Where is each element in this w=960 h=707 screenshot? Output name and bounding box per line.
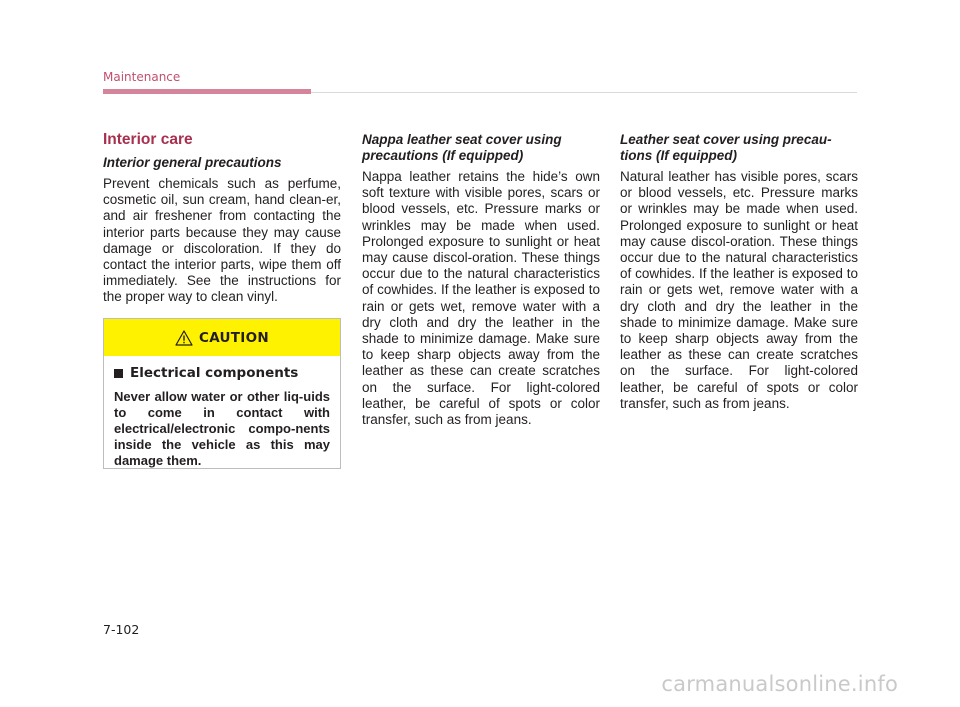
caution-header: [104, 319, 340, 356]
column-leather-seat: [620, 131, 858, 412]
body-general-precautions: Prevent chemicals such as perfume, cosmetic oil, sun cream, hand clean-er, and air freshener from contacting the interior parts because they may cause damage or discoloration. If they do contact the interior parts, wipe them off immediately. See the instructions for the proper way to clean vinyl.: [103, 176, 341, 305]
subheading-leather-line1: Leather seat cover using precau-: [620, 132, 832, 147]
column-interior-care: [103, 131, 341, 306]
caution-box: [103, 318, 341, 469]
caution-item-title: [114, 365, 330, 381]
caution-item-title-text: Electrical components: [130, 365, 299, 381]
section-title: Interior care: [103, 131, 193, 148]
subheading-general-precautions: Interior general precautions: [103, 155, 282, 170]
warning-triangle-icon: [175, 330, 193, 346]
column-nappa-leather: [362, 131, 600, 428]
watermark: carmanualsonline.info: [661, 672, 898, 696]
header-accent-rule: [103, 89, 311, 94]
subheading-leather-line2: tions (If equipped): [620, 148, 737, 163]
caution-body: [104, 356, 340, 469]
page-number: 7-102: [103, 622, 140, 637]
subheading-leather-seat: [620, 132, 858, 164]
section-header: Maintenance: [103, 70, 181, 84]
caution-label: CAUTION: [198, 329, 269, 346]
caution-item-text: Never allow water or other liq-uids to come in contact with electrical/electronic compo-nents inside the vehicle as this may damage them.: [114, 389, 330, 468]
square-bullet-icon: [114, 369, 123, 378]
subheading-nappa-line2: precautions (If equipped): [362, 148, 524, 163]
subheading-nappa-line1: Nappa leather seat cover using: [362, 132, 562, 147]
body-nappa-leather: Nappa leather retains the hide’s own soft texture with visible pores, scars or blood vessels, etc. Pressure marks or wrinkles may be made when used. Prolonged exposure to sunlight or heat may cause discol-oration. These things occur due to the natural characteristics of cowhides. If the leather is exposed to rain or gets wet, remove water with a dry cloth and dry the leather in the shade to minimize damage. Make sure to keep sharp objects away from the leather as these can create scratches on the surface. For light-colored leather, be careful of spots or color transfer, such as from jeans.: [362, 169, 600, 428]
body-leather-seat: Natural leather has visible pores, scars or blood vessels, etc. Pressure marks or wrinkles may be made when used. Prolonged exposure to sunlight or heat may cause discol-oration. These things occur due to the natural characteristics of cowhides. If the leather is exposed to rain or gets wet, remove water with a dry cloth and dry the leather in the shade to minimize damage. Make sure to keep sharp objects away from the leather as these can create scratches on the surface. For light-colored leather, be careful of spots or color transfer, such as from jeans.: [620, 169, 858, 411]
header-divider: [311, 92, 857, 93]
subheading-nappa-leather: [362, 132, 600, 164]
